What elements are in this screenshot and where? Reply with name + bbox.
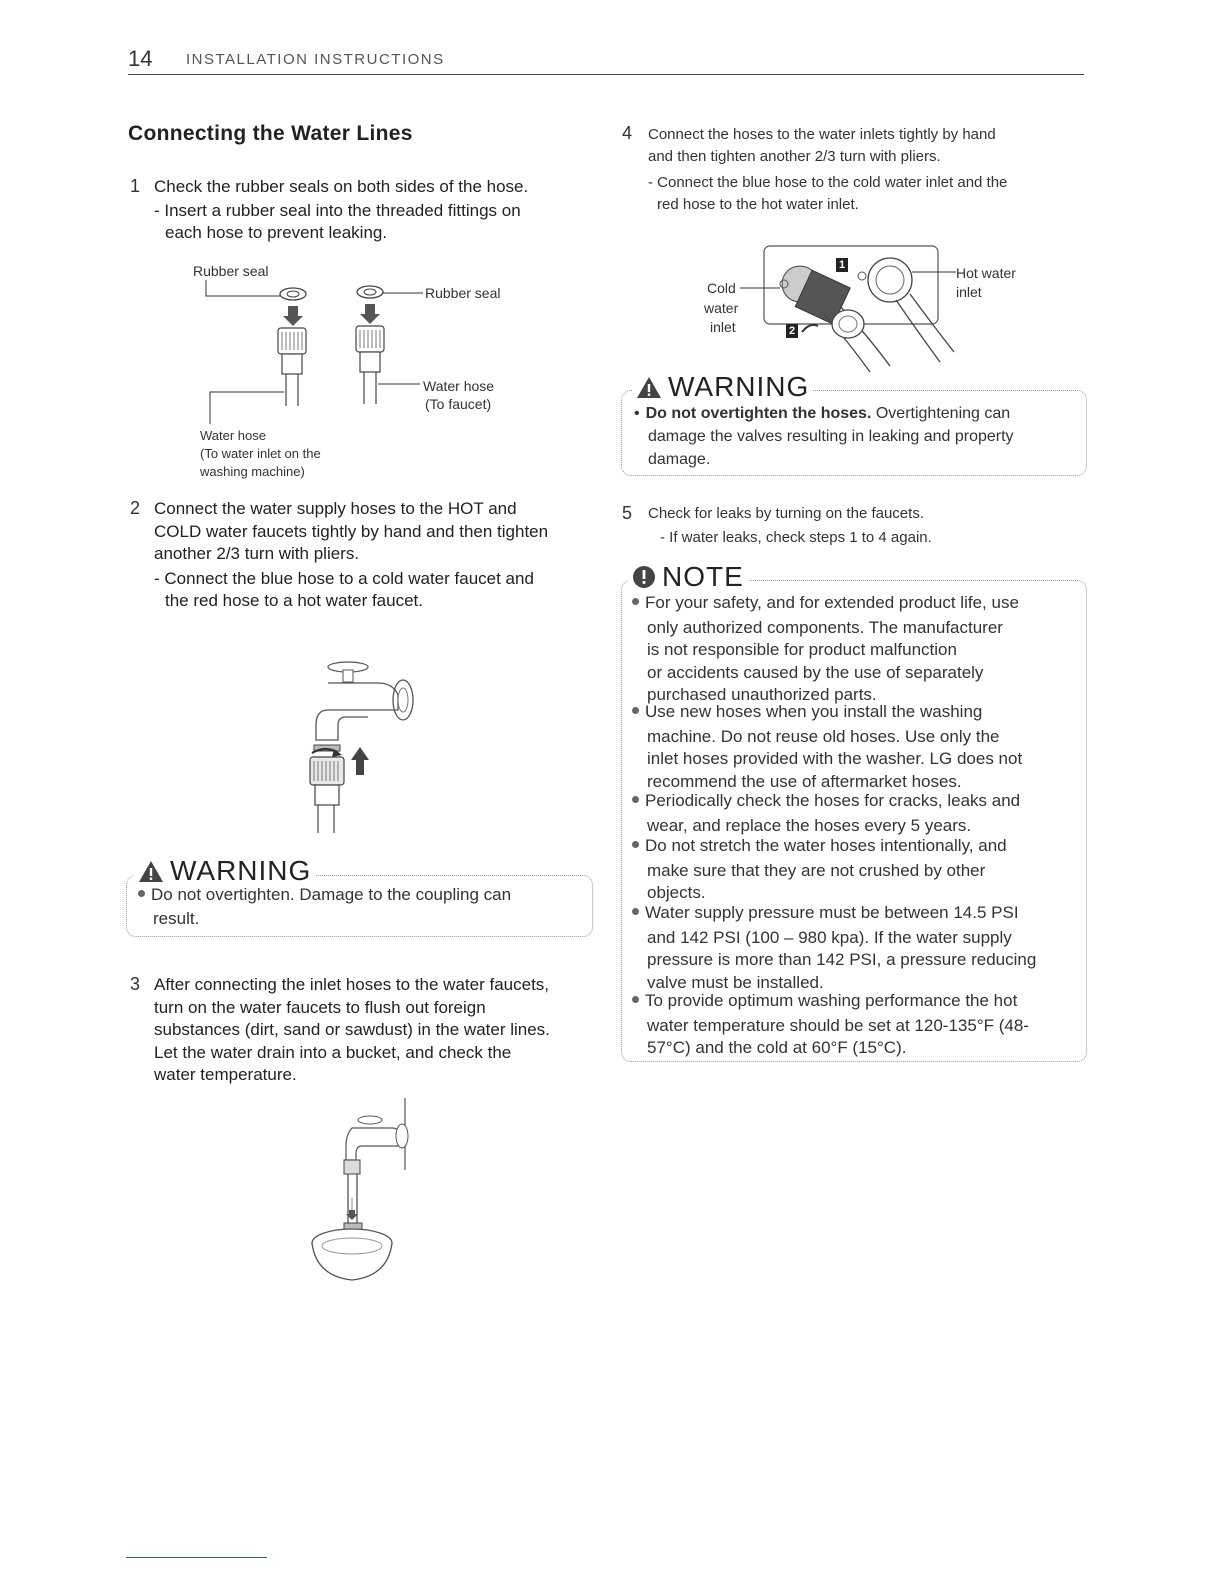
water-hose-machine-label-1: Water hose xyxy=(200,428,266,443)
water-hose-faucet-label-2: (To faucet) xyxy=(425,396,492,412)
bullet-icon xyxy=(138,890,145,897)
step-3-line-4: Let the water drain into a bucket, and check the xyxy=(154,1043,512,1062)
water-hose-machine-label-3: washing machine) xyxy=(200,464,305,479)
warning-2-line-2: damage the valves resulting in leaking and property xyxy=(648,428,1014,445)
note-item-5: Water supply pressure must be between 14.5 PSI and 142 PSI (100 – 980 kpa). If the water supply pressure is more than 142 PSI, a pressure reducing valve must be installed. xyxy=(632,902,1036,994)
note-item-2: Use new hoses when you install the washing machine. Do not reuse old hoses. Use only the inlet hoses provided with the washer. LG does not recommend the use of aftermarket hoses. xyxy=(632,701,1022,793)
warning-icon xyxy=(636,375,662,399)
bullet-icon xyxy=(632,707,639,714)
warning-1-heading xyxy=(134,855,315,887)
step-5-text: Check for leaks by turning on the faucets. xyxy=(648,505,924,522)
warning-icon xyxy=(138,859,164,883)
info-icon xyxy=(632,565,656,589)
header-rule xyxy=(128,74,1084,75)
note-item-3: Periodically check the hoses for cracks, leaks and wear, and replace the hoses every 5 years. xyxy=(632,790,1020,837)
note-heading xyxy=(628,561,748,593)
warning-2-bold: Do not overtighten the hoses. xyxy=(645,405,872,422)
step-2-line-1: Connect the water supply hoses to the HOT and xyxy=(154,499,517,518)
step-4-sub-line-1: - Connect the blue hose to the cold water inlet and the xyxy=(648,174,1008,191)
warning-1-title: WARNING xyxy=(170,855,312,886)
marker-1: 1 xyxy=(838,259,846,271)
bullet-icon xyxy=(632,996,639,1003)
step-1-sub-line-2: each hose to prevent leaking. xyxy=(165,223,388,242)
bullet-icon xyxy=(632,796,639,803)
rubber-seal-right-label: Rubber seal xyxy=(425,285,501,301)
warning-2-line-1: • Do not overtighten the hoses. Overtightening can xyxy=(634,405,1011,422)
step-4-line-2: and then tighten another 2/3 turn with pliers. xyxy=(648,148,941,165)
note-item-4: Do not stretch the water hoses intentionally, and make sure that they are not crushed by other objects. xyxy=(632,835,1007,905)
faucet-bucket-illustration xyxy=(300,1098,430,1288)
warning-1-line-1: Do not overtighten. Damage to the coupling can xyxy=(138,884,511,907)
cold-water-label-1: Cold xyxy=(707,280,736,296)
warning-1-line-2: result. xyxy=(153,909,200,928)
warning-2-title: WARNING xyxy=(668,371,810,402)
step-3-line-3: substances (dirt, sand or sawdust) in the water lines. xyxy=(154,1020,550,1039)
step-2-line-3: another 2/3 turn with pliers. xyxy=(154,544,360,563)
step-2-sub-line-1: - Connect the blue hose to a cold water faucet and xyxy=(154,569,534,588)
step-3-line-5: water temperature. xyxy=(154,1065,297,1084)
inlet-figure xyxy=(740,244,970,374)
bullet-icon xyxy=(632,908,639,915)
marker-2: 2 xyxy=(788,325,796,337)
step-4-sub-line-2: red hose to the hot water inlet. xyxy=(657,196,859,213)
step-3-line-2: turn on the water faucets to flush out foreign xyxy=(154,998,486,1017)
section-title: INSTALLATION INSTRUCTIONS xyxy=(186,51,445,68)
note-title: NOTE xyxy=(662,561,744,592)
bucket-figure xyxy=(300,1098,430,1288)
warning-2-heading xyxy=(632,371,813,403)
footer-link-rule xyxy=(126,1557,267,1558)
step-4-number: 4 xyxy=(622,123,633,143)
note-item-6: To provide optimum washing performance the hot water temperature should be set at 120-135°F (48- 57°C) and the cold at 60°F (15°C). xyxy=(632,990,1029,1060)
step-2-sub-line-2: the red hose to a hot water faucet. xyxy=(165,591,423,610)
rubber-seal-left-label: Rubber seal xyxy=(193,263,269,279)
step-2-line-2: COLD water faucets tightly by hand and then tighten xyxy=(154,522,549,541)
water-hose-machine-label-2: (To water inlet on the xyxy=(200,446,321,461)
hot-water-label-1: Hot water xyxy=(956,265,1016,281)
step-2-number: 2 xyxy=(130,498,141,518)
note-item-1: For your safety, and for extended product life, use only authorized components. The manufacturer is not responsible for product malfunction or accidents caused by the use of separately purchased unauthorized parts. xyxy=(632,592,1019,707)
page-title: Connecting the Water Lines xyxy=(128,122,413,145)
page-number: 14 xyxy=(128,46,153,71)
water-hose-faucet-label-1: Water hose xyxy=(423,378,495,394)
faucet-figure xyxy=(298,655,438,835)
inlet-illustration xyxy=(740,244,970,374)
warning-2-line-3: damage. xyxy=(648,451,711,468)
step-3-line-1: After connecting the inlet hoses to the water faucets, xyxy=(154,975,550,994)
step-1-sub-line-1: - Insert a rubber seal into the threaded fittings on xyxy=(154,201,521,220)
step-5-sub: - If water leaks, check steps 1 to 4 again. xyxy=(660,529,932,546)
cold-water-label-2: water xyxy=(704,300,739,316)
step-4-line-1: Connect the hoses to the water inlets tightly by hand xyxy=(648,126,996,143)
bullet-icon xyxy=(632,841,639,848)
bullet-icon xyxy=(632,598,639,605)
cold-water-label-3: inlet xyxy=(710,319,736,335)
hot-water-label-2: inlet xyxy=(956,284,982,300)
faucet-illustration xyxy=(298,655,438,835)
step-1-text: Check the rubber seals on both sides of the hose. xyxy=(154,177,529,196)
step-3-number: 3 xyxy=(130,974,141,994)
step-5-number: 5 xyxy=(622,503,633,523)
step-1-number: 1 xyxy=(130,176,141,196)
